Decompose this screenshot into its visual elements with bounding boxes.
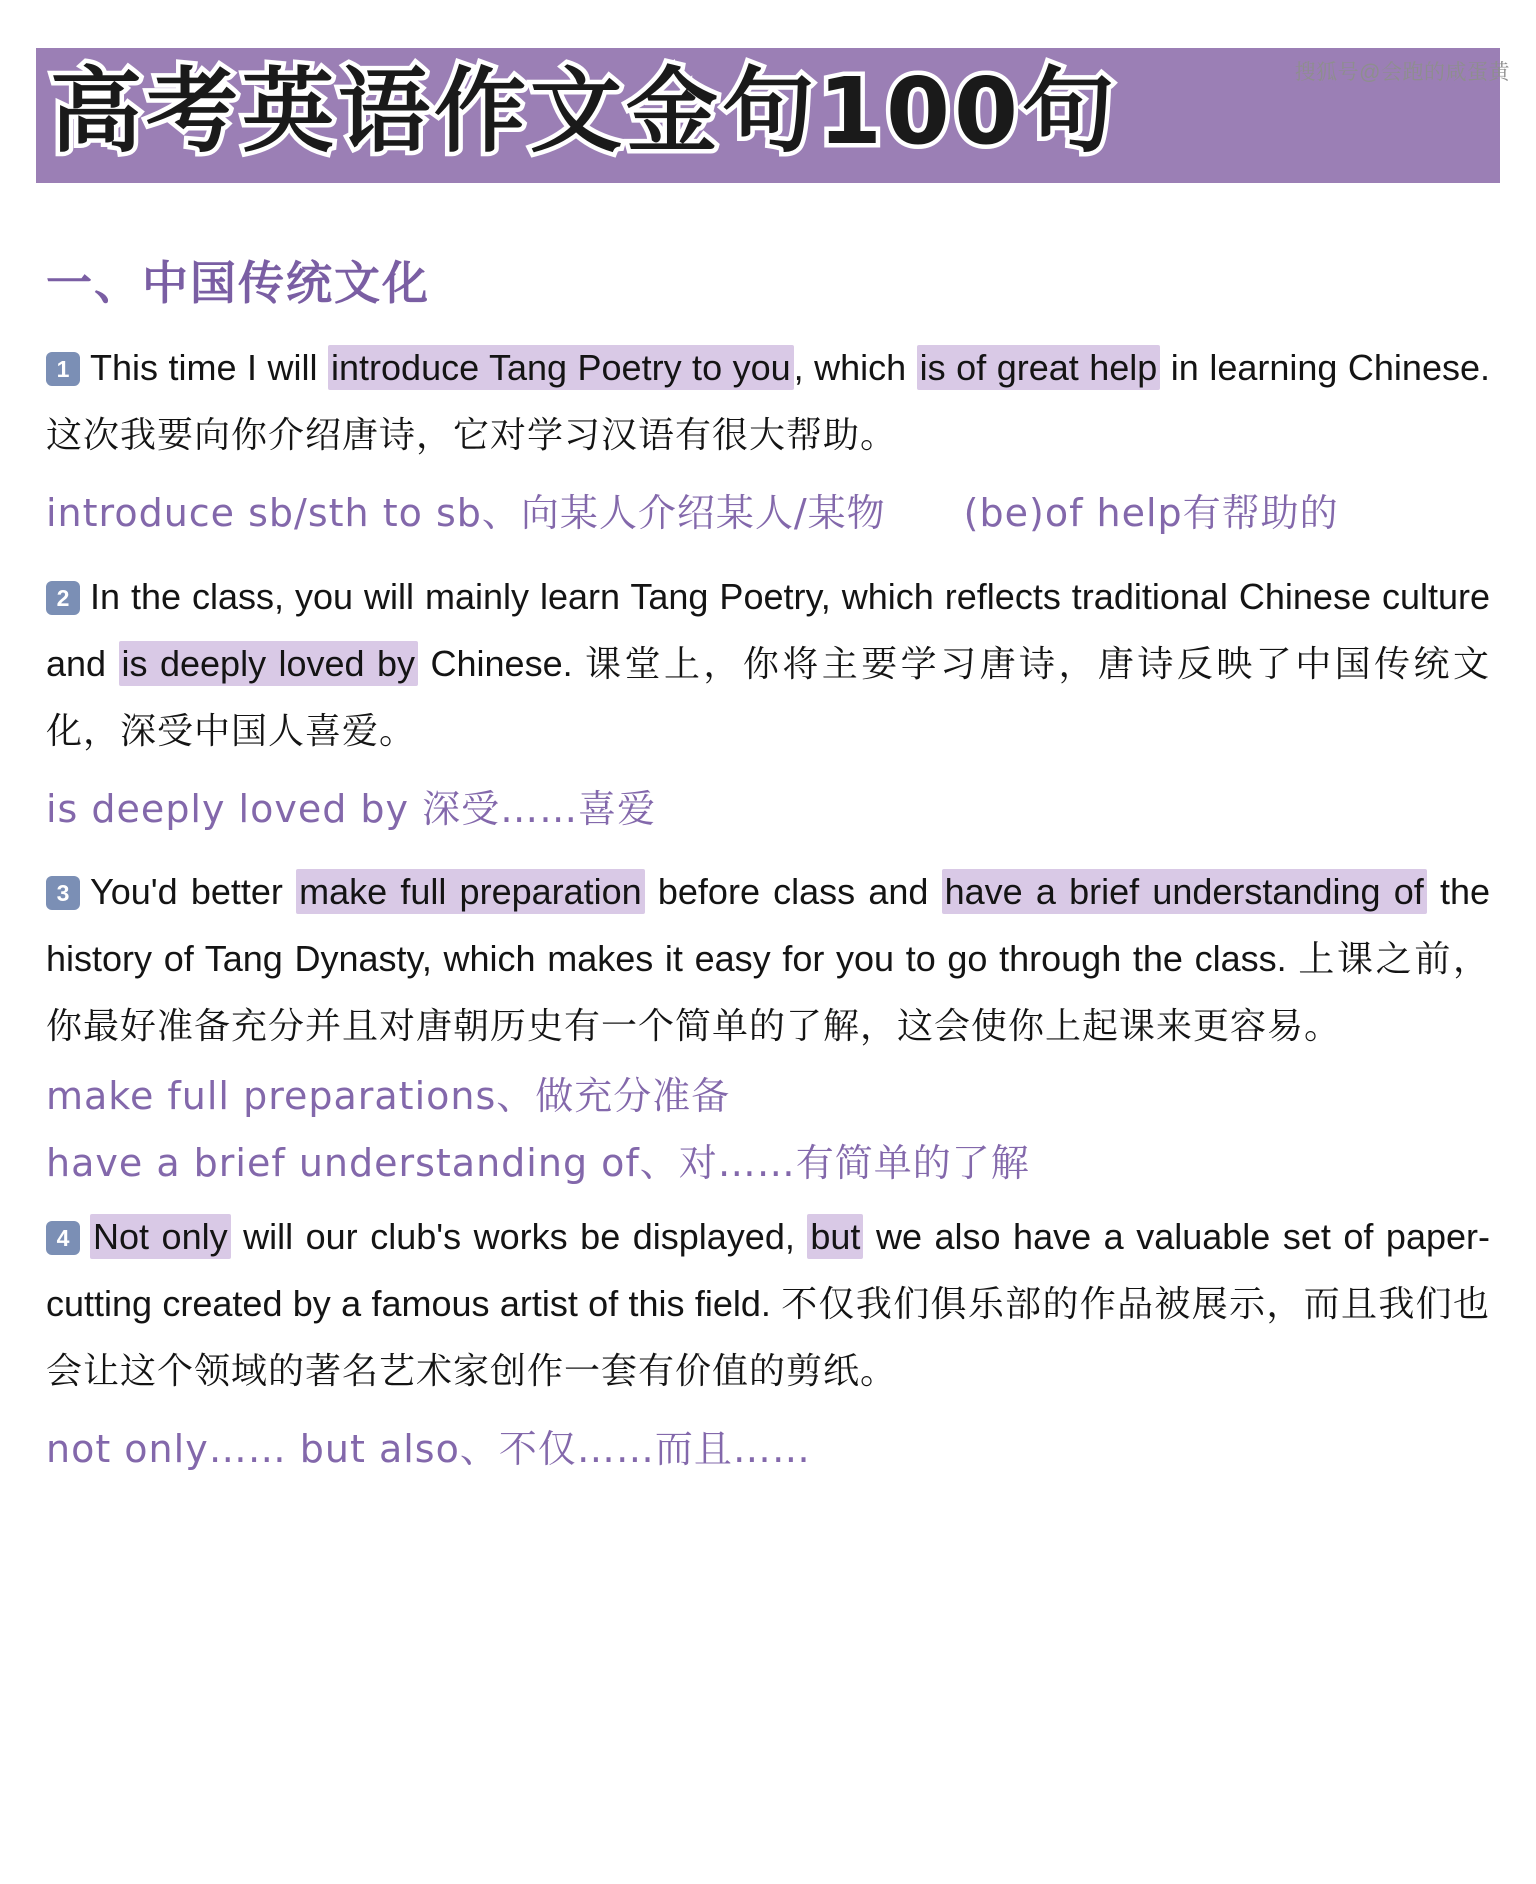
item-number-badge: 1	[46, 352, 80, 386]
page-title: 高考英语作文金句100句	[50, 58, 1119, 165]
highlight-phrase: but	[807, 1214, 863, 1259]
sentence-3	[46, 859, 1490, 1060]
sentence-text-pre: You'd better	[90, 871, 297, 913]
sentence-text-post: we also have a valuable set of paper-cutting created by a famous artist of this field.	[46, 1215, 1490, 1324]
sentence-note: make full preparations、做充分准备	[46, 1074, 731, 1119]
sentence-text-mid: before class and	[644, 871, 942, 913]
list-item	[46, 859, 1490, 1193]
sentence-text-pre: This time I will	[90, 347, 329, 388]
highlight-phrase: is deeply loved by	[119, 641, 419, 686]
sentence-note: introduce sb/sth to sb、向某人介绍某人/某物 (be)of help有帮助的	[46, 490, 1339, 535]
watermark-label: 搜狐号@会跑的咸蛋黄	[1294, 61, 1510, 84]
sentence-note: is deeply loved by 深受……喜爱	[46, 786, 657, 831]
item-number-badge: 4	[46, 1221, 80, 1255]
sentence-text-mid: will our club's works be displayed,	[230, 1215, 808, 1257]
sentence-note: have a brief understanding of、对……有简单的了解	[46, 1141, 1030, 1186]
sentence-2	[46, 564, 1490, 765]
sentence-1	[46, 335, 1490, 469]
list-item	[46, 1204, 1490, 1480]
sentence-translation: 上课之前，你最好准备充分并且对唐朝历史有一个简单的了解，这会使你上起课来更容易。	[46, 938, 1490, 1047]
title-banner	[36, 48, 1500, 183]
highlight-phrase: introduce Tang Poetry to you	[328, 345, 794, 390]
section-heading: 一、中国传统文化	[46, 256, 430, 310]
sentence-text-mid: Chinese.	[418, 642, 586, 684]
item-number-badge: 3	[46, 876, 80, 910]
sentence-text-pre: In the class, you will mainly learn Tang Poetry, which reflects traditional Chinese culture and	[46, 575, 1490, 684]
content-body	[0, 247, 1536, 1559]
sentence-note: not only…… but also、不仅……而且……	[46, 1426, 811, 1471]
sentence-translation: 课堂上，你将主要学习唐诗，唐诗反映了中国传统文化，深受中国人喜爱。	[46, 642, 1490, 751]
list-item	[46, 564, 1490, 840]
item-number-badge: 2	[46, 581, 80, 615]
sentence-4	[46, 1204, 1490, 1405]
sentence-text-post: the history of Tang Dynasty, which makes it easy for you to go through the class.	[46, 871, 1490, 980]
highlight-phrase: is of great help	[917, 345, 1161, 390]
sentence-translation: 不仅我们俱乐部的作品被展示，而且我们也会让这个领域的著名艺术家创作一套有价值的剪纸。	[46, 1282, 1490, 1391]
list-item	[46, 335, 1490, 544]
highlight-phrase: make full preparation	[296, 869, 645, 914]
sentence-translation: 这次我要向你介绍唐诗，它对学习汉语有很大帮助。	[46, 413, 898, 455]
document-page	[0, 48, 1536, 1884]
highlight-phrase: have a brief understanding of	[942, 869, 1427, 914]
sentence-text-mid: , which	[793, 347, 917, 388]
sentence-text-post: in learning Chinese.	[1160, 347, 1490, 388]
highlight-phrase: Not only	[90, 1214, 231, 1259]
